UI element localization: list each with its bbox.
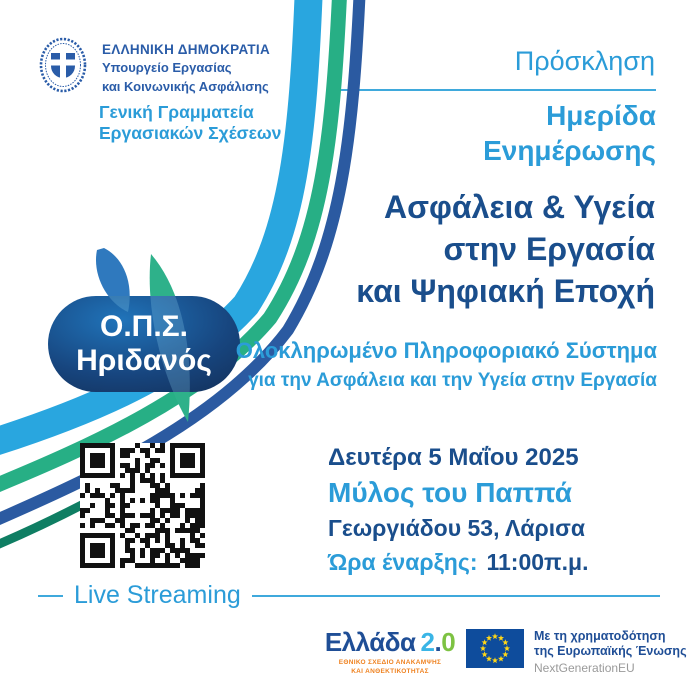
event-address: Γεωργιάδου 53, Λάρισα <box>328 515 585 541</box>
live-streaming-left-dash <box>38 595 63 597</box>
greece-version-2: 2 <box>420 627 435 657</box>
event-venue: Μύλος του Παππά <box>328 477 572 508</box>
live-streaming-right-line <box>252 595 660 597</box>
secretariat-line2: Εργασιακών Σχέσεων <box>99 122 282 143</box>
ministry-line1: Υπουργείο Εργασίας <box>102 60 232 75</box>
event-type-block <box>483 98 656 168</box>
event-line2: Ενημέρωσης <box>483 135 656 166</box>
greece-2-0-logo <box>323 627 457 677</box>
recovery-plan-line1: ΕΘΝΙΚΟ ΣΧΕΔΙΟ ΑΝΑΚΑΜΨΗΣ <box>338 659 442 666</box>
next-generation-eu-label: NextGenerationEU <box>534 661 635 675</box>
ops-iridanos-badge <box>48 296 240 392</box>
greece-version-dot: . <box>434 627 442 657</box>
title-line2: στην Εργασία <box>443 230 655 267</box>
event-line1: Ημερίδα <box>546 100 656 131</box>
badge-line2: Ηριδανός <box>76 344 212 377</box>
greek-coat-of-arms-icon <box>38 36 88 94</box>
badge-line1: Ο.Π.Σ. <box>99 310 188 344</box>
government-header <box>38 36 270 95</box>
eu-funding-block <box>466 629 687 675</box>
invitation-label: Πρόσκληση <box>514 46 655 76</box>
ministry-line2: και Κοινωνικής Ασφάλισης <box>102 78 269 94</box>
subtitle-line1: Ολοκληρωμένο Πληροφοριακό Σύστημα <box>235 338 657 363</box>
ministry-text-block <box>102 36 270 95</box>
eu-funding-line1: Με τη χρηματοδότηση <box>534 629 666 643</box>
time-value: 11:00π.μ. <box>486 549 589 575</box>
live-streaming-row <box>38 581 660 610</box>
eu-funding-line2: της Ευρωπαϊκής Ένωσης <box>534 644 687 658</box>
secretariat-block <box>99 102 281 143</box>
greece-word: Ελλάδα <box>324 627 416 657</box>
title-line1: Ασφάλεια & Υγεία <box>384 189 655 225</box>
greece-version-0: 0 <box>441 627 456 657</box>
time-label: Ώρα έναρξης: <box>328 549 478 575</box>
live-streaming-label: Live Streaming <box>74 581 241 609</box>
recovery-plan-line2: ΚΑΙ ΑΝΘΕΚΤΙΚΟΤΗΤΑΣ <box>351 668 429 676</box>
event-date: Δευτέρα 5 Μαΐου 2025 <box>328 444 579 471</box>
event-details <box>328 444 589 576</box>
title-line3: και Ψηφιακή Εποχή <box>356 272 655 309</box>
secretariat-line1: Γενική Γραμματεία <box>99 102 254 122</box>
subtitle-line2: για την Ασφάλεια και την Υγεία στην Εργασία <box>248 370 657 391</box>
event-time <box>328 549 589 576</box>
greece-2-0-wordmark <box>323 627 457 658</box>
hellenic-republic-label: ΕΛΛΗΝΙΚΗ ΔΗΜΟΚΡΑΤΙΑ <box>102 42 271 57</box>
eu-funding-text <box>534 629 687 675</box>
eu-flag-icon <box>466 629 524 668</box>
qr-code <box>80 443 205 568</box>
system-subtitle <box>236 338 657 392</box>
page-title <box>356 187 655 313</box>
